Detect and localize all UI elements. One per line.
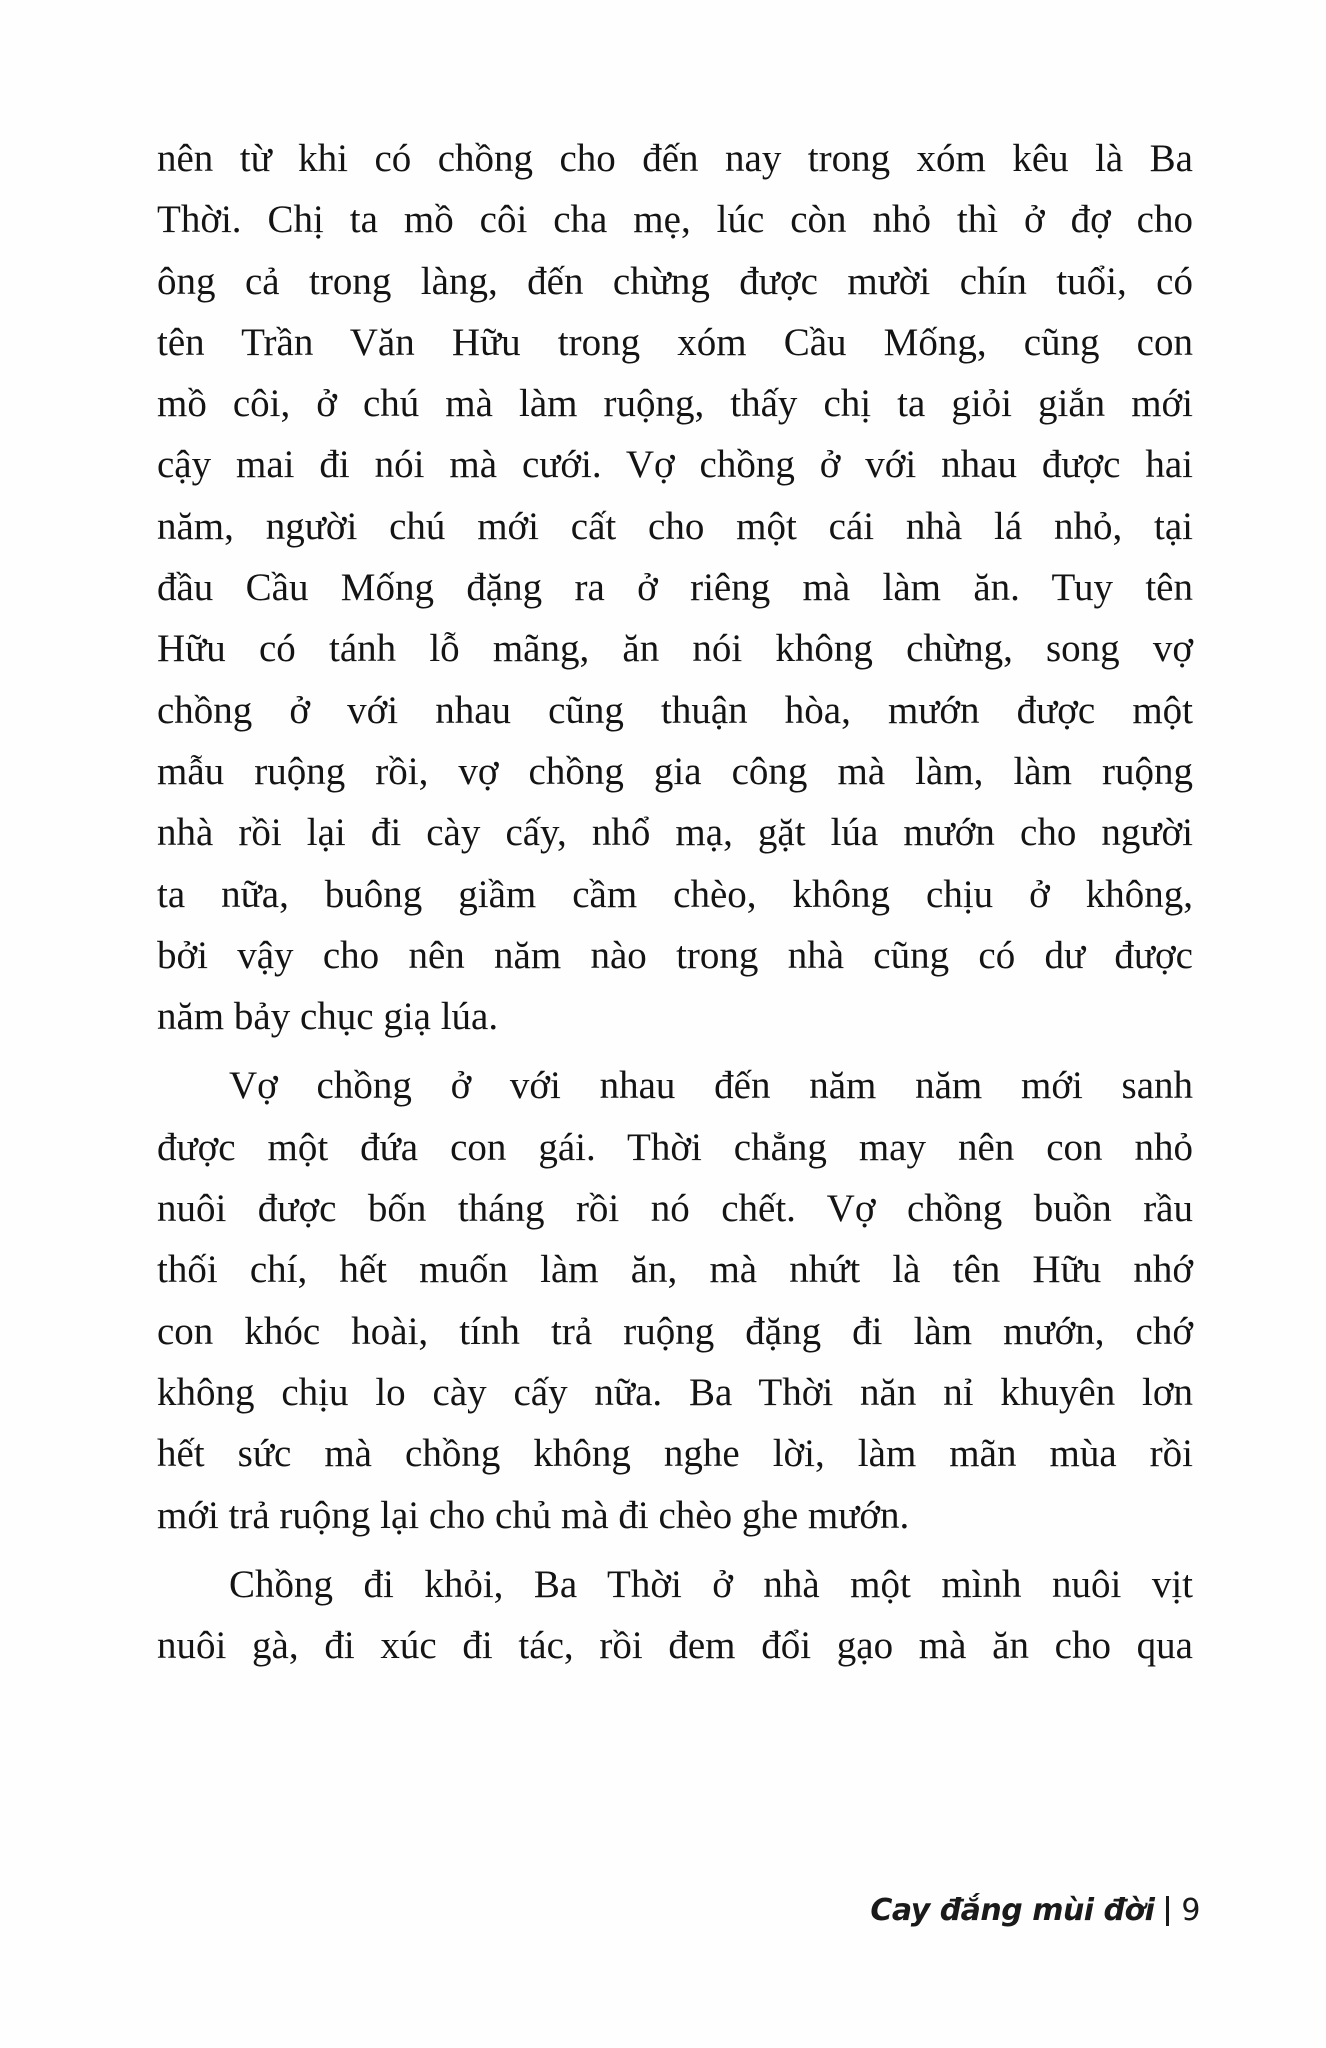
text-line: mồ côi, ở chú mà làm ruộng, thấy chị ta giỏi giắn mới: [157, 382, 1193, 426]
text-line: Thời. Chị ta mồ côi cha mẹ, lúc còn nhỏ thì ở đợ cho: [157, 198, 1193, 242]
paragraph-3: [157, 1554, 1193, 1677]
text-line: con khóc hoài, tính trả ruộng đặng đi làm mướn, chớ: [157, 1309, 1193, 1353]
text-line: ông cả trong làng, đến chừng được mười chín tuổi, có: [157, 259, 1193, 303]
running-book-title: Cay đắng mùi đời: [870, 1893, 1155, 1928]
text-line: đầu Cầu Mống đặng ra ở riêng mà làm ăn. Tuy tên: [157, 566, 1193, 610]
text-line: Hữu có tánh lỗ mãng, ăn nói không chừng, song vợ: [157, 627, 1193, 671]
footer-separator: [1166, 1896, 1169, 1926]
text-line: nhà rồi lại đi cày cấy, nhổ mạ, gặt lúa mướn cho người: [157, 811, 1193, 855]
text-line: thối chí, hết muốn làm ăn, mà nhứt là tên Hữu nhớ: [157, 1248, 1193, 1292]
text-line: hết sức mà chồng không nghe lời, làm mãn mùa rồi: [157, 1432, 1193, 1476]
text-line: Chồng đi khỏi, Ba Thời ở nhà một mình nuôi vịt: [229, 1562, 1193, 1606]
text-line: mẫu ruộng rồi, vợ chồng gia công mà làm, làm ruộng: [157, 749, 1193, 793]
text-line: nên từ khi có chồng cho đến nay trong xóm kêu là Ba: [157, 137, 1193, 180]
text-line: nuôi gà, đi xúc đi tác, rồi đem đổi gạo mà ăn cho qua: [157, 1624, 1193, 1668]
page-footer: [870, 1893, 1200, 1928]
text-line: bởi vậy cho nên năm nào trong nhà cũng có dư được: [157, 933, 1193, 977]
text-line: ta nữa, buông giầm cầm chèo, không chịu ở không,: [157, 872, 1193, 916]
text-line: được một đứa con gái. Thời chẳng may nên con nhỏ: [157, 1125, 1193, 1169]
text-line: nuôi được bốn tháng rồi nó chết. Vợ chồng buồn rầu: [157, 1187, 1193, 1231]
body-text: [157, 128, 1193, 1676]
text-line: Vợ chồng ở với nhau đến năm năm mới sanh: [229, 1064, 1193, 1108]
paragraph-2: [157, 1055, 1193, 1545]
page-number: 9: [1181, 1893, 1200, 1928]
text-line: mới trả ruộng lại cho chủ mà đi chèo ghe mướn.: [157, 1493, 910, 1537]
text-line: chồng ở với nhau cũng thuận hòa, mướn được một: [157, 688, 1193, 732]
paragraph-1: [157, 128, 1193, 1047]
text-line: cậy mai đi nói mà cưới. Vợ chồng ở với nhau được hai: [157, 443, 1193, 487]
text-line: không chịu lo cày cấy nữa. Ba Thời năn nỉ khuyên lơn: [157, 1370, 1193, 1414]
text-line: tên Trần Văn Hữu trong xóm Cầu Mống, cũng con: [157, 320, 1193, 364]
text-line: năm, người chú mới cất cho một cái nhà lá nhỏ, tại: [157, 504, 1193, 548]
text-line: năm bảy chục giạ lúa.: [157, 995, 499, 1039]
